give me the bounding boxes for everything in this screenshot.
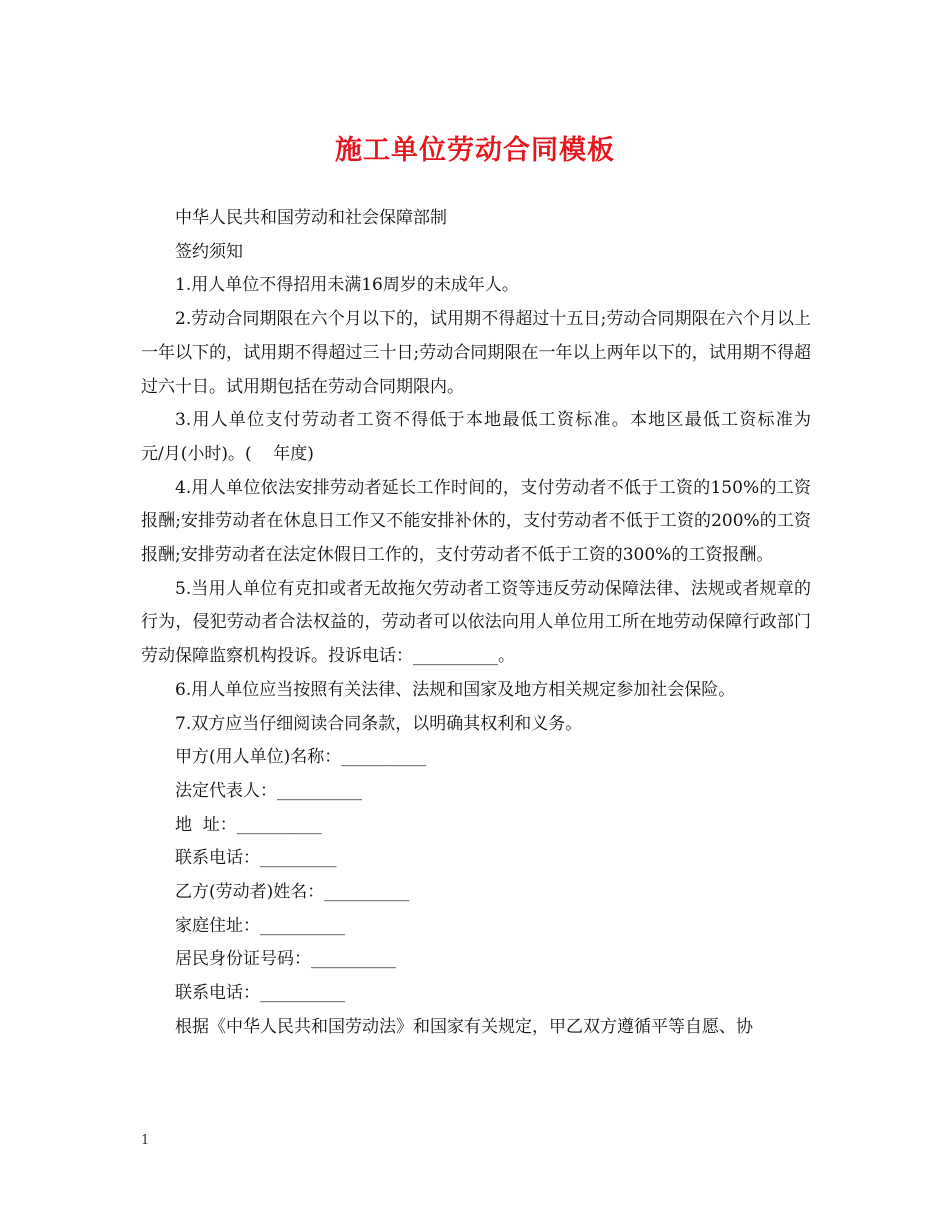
field-home-address: 家庭住址：__________ — [175, 915, 345, 936]
field-employer-name: 甲方(用人单位)名称：__________ — [175, 747, 427, 768]
field-address: 地 址：__________ — [175, 814, 322, 835]
field-employer-phone: 联系电话：_________ — [175, 848, 337, 869]
field-employee-phone: 联系电话：__________ — [175, 983, 345, 1004]
paragraph-item-7: 7.双方应当仔细阅读合同条款，以明确其权利和义务。 — [175, 713, 583, 734]
paragraph-item-5: 5.当用人单位有克扣或者无故拖欠劳动者工资等违反劳动保障法律、法规或者规章的行为，侵犯劳动者合法权益的，劳动者可以依法向用人单位用工所在地劳动保障行政部门劳动保障监察机构投诉。投诉电话：__________。 — [141, 578, 811, 667]
field-employee-name: 乙方(劳动者)姓名：__________ — [175, 882, 410, 903]
page-number: 1 — [141, 1133, 150, 1148]
paragraph-item-3: 3.用人单位支付劳动者工资不得低于本地最低工资标准。本地区最低工资标准为 元/月(小时)。( 年度) — [141, 410, 844, 464]
paragraph-issuer: 中华人民共和国劳动和社会保障部制 — [175, 208, 447, 228]
paragraph-item-2: 2.劳动合同期限在六个月以下的，试用期不得超过十五日;劳动合同期限在六个月以上一年以下的，试用期不得超过三十日;劳动合同期限在一年以上两年以下的，试用期不得超过六十日。试用期包括在劳动合同期限内。 — [141, 309, 811, 397]
paragraph-item-4: 4.用人单位依法安排劳动者延长工作时间的，支付劳动者不低于工资的150%的工资报酬;安排劳动者在休息日工作又不能安排补休的，支付劳动者不低于工资的200%的工资报酬;安排劳动者在法定休假日工作的，支付劳动者不低于工资的300%的工资报酬。 — [141, 477, 811, 566]
document-body — [141, 202, 844, 1045]
document-title: 施工单位劳动合同模板 — [335, 135, 615, 166]
field-legal-representative: 法定代表人：__________ — [175, 780, 362, 801]
field-id-number: 居民身份证号码：__________ — [175, 949, 396, 970]
paragraph-notice-heading: 签约须知 — [175, 241, 243, 262]
paragraph-agreement-intro: 根据《中华人民共和国劳动法》和国家有关规定，甲乙双方遵循平等自愿、协 — [175, 1016, 753, 1037]
paragraph-item-1: 1.用人单位不得招用未满16周岁的未成年人。 — [175, 275, 519, 296]
paragraph-item-6: 6.用人单位应当按照有关法律、法规和国家及地方相关规定参加社会保险。 — [175, 679, 736, 700]
